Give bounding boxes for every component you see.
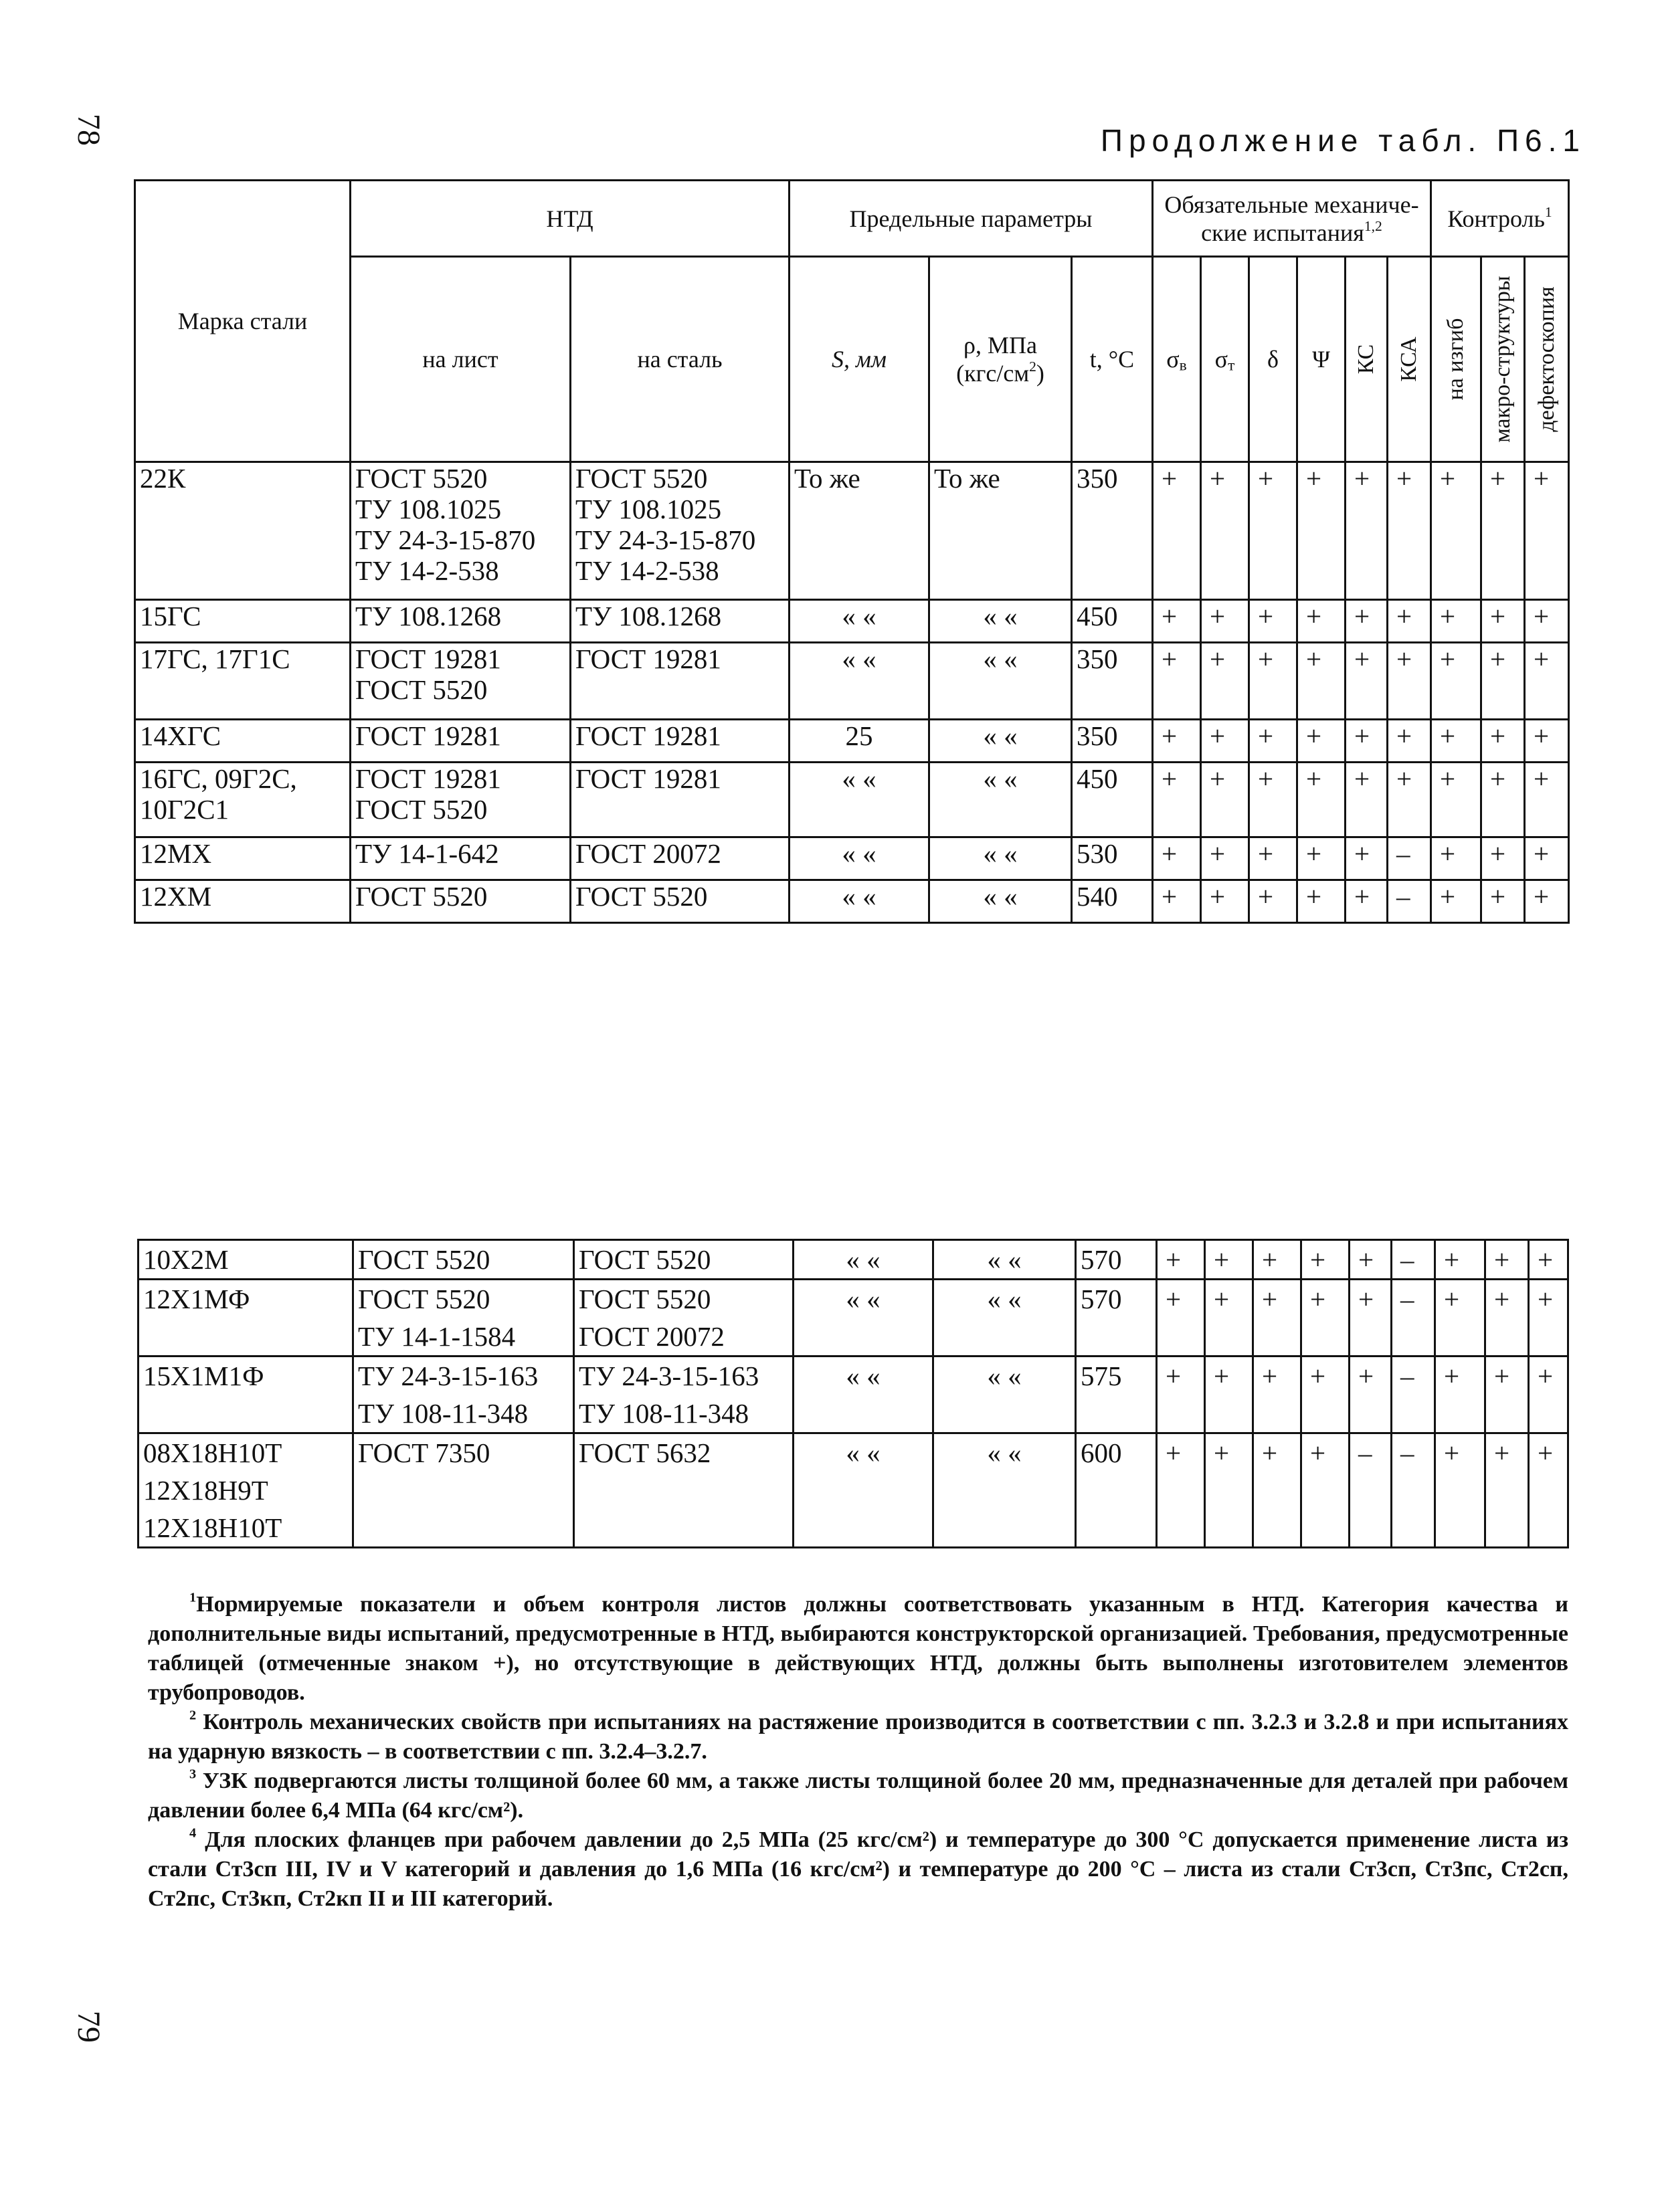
test-mark-cell: + bbox=[1153, 763, 1201, 837]
ntd-sheet-cell-line: ГОСТ 5520 bbox=[355, 881, 488, 912]
ntd-sheet-cell-line: ТУ 14-1-1584 bbox=[358, 1321, 516, 1352]
pressure-cell: « « bbox=[929, 763, 1072, 837]
footnote bbox=[148, 1708, 1568, 1767]
test-mark-cell: + bbox=[1435, 1356, 1485, 1433]
test-mark-cell: + bbox=[1388, 720, 1431, 763]
steel-grade-cell bbox=[135, 720, 351, 763]
steel-grade-cell-line: 10Г2С1 bbox=[140, 794, 229, 825]
ntd-sheet-cell-line: ТУ 108.1268 bbox=[355, 601, 502, 631]
table-row bbox=[139, 1240, 1568, 1280]
test-mark-cell: + bbox=[1346, 837, 1388, 880]
table-row bbox=[135, 880, 1569, 923]
steel-grade-cell-line: 12Х18Н9Т bbox=[143, 1475, 268, 1506]
test-mark-cell: + bbox=[1346, 600, 1388, 643]
ntd-steel-cell bbox=[571, 880, 790, 923]
ntd-sheet-cell bbox=[353, 1356, 574, 1433]
test-mark-cell: + bbox=[1297, 600, 1346, 643]
steel-grade-cell bbox=[139, 1240, 353, 1280]
test-mark-cell: + bbox=[1153, 720, 1201, 763]
pressure-cell: « « bbox=[933, 1280, 1076, 1356]
steel-grade-cell-line: 12Х18Н10Т bbox=[143, 1512, 282, 1543]
test-mark-cell: + bbox=[1388, 462, 1431, 600]
footnote bbox=[148, 1590, 1568, 1708]
header-mark: Марка стали bbox=[135, 181, 351, 462]
test-mark-cell: + bbox=[1431, 880, 1481, 923]
footnote-number: 4 bbox=[189, 1825, 197, 1841]
test-mark-cell: – bbox=[1392, 1433, 1435, 1548]
page-number-top: 78 bbox=[71, 114, 106, 146]
footnote-number: 2 bbox=[189, 1708, 197, 1723]
test-mark-cell: + bbox=[1253, 1240, 1301, 1280]
ntd-sheet-cell bbox=[351, 643, 571, 720]
header-defect: дефектоскопия bbox=[1525, 257, 1569, 462]
temperature-cell: 600 bbox=[1076, 1433, 1157, 1548]
test-mark-cell: + bbox=[1525, 600, 1569, 643]
thickness-cell: « « bbox=[794, 1433, 933, 1548]
footnote-text: Для плоских фланцев при рабочем давлении до 2,5 МПа (25 кгс/см²) и температуре до 300 °С допускается применение листа из стали Ст3сп III, IV и V категорий и давления до 1,6 МПа (16 кгс/см²) и температуре до 200 °С – листа из стали Ст3сп, Ст3пс, Ст2сп, Ст2пс, Ст3кп, Ст2кп II и III категорий. bbox=[148, 1827, 1568, 1911]
test-mark-cell: + bbox=[1153, 600, 1201, 643]
test-mark-cell: – bbox=[1392, 1280, 1435, 1356]
ntd-steel-cell-line: ТУ 24-3-15-870 bbox=[575, 524, 756, 555]
test-mark-cell: + bbox=[1525, 837, 1569, 880]
ntd-sheet-cell-line: ТУ 108.1025 bbox=[355, 494, 502, 524]
test-mark-cell: + bbox=[1525, 720, 1569, 763]
test-mark-cell: + bbox=[1525, 880, 1569, 923]
temperature-cell: 350 bbox=[1072, 720, 1153, 763]
pressure-cell: « « bbox=[933, 1356, 1076, 1433]
test-mark-cell: + bbox=[1201, 720, 1249, 763]
ntd-steel-cell bbox=[574, 1433, 794, 1548]
test-mark-cell: – bbox=[1388, 837, 1431, 880]
steel-table-bottom bbox=[137, 1239, 1569, 1548]
ntd-steel-cell-line: ГОСТ 20072 bbox=[575, 838, 721, 869]
test-mark-cell: + bbox=[1346, 763, 1388, 837]
temperature-cell: 450 bbox=[1072, 600, 1153, 643]
test-mark-cell: + bbox=[1529, 1240, 1568, 1280]
test-mark-cell: – bbox=[1388, 880, 1431, 923]
pressure-cell: « « bbox=[929, 720, 1072, 763]
test-mark-cell: – bbox=[1350, 1433, 1392, 1548]
test-mark-cell: + bbox=[1201, 880, 1249, 923]
steel-grade-cell bbox=[135, 763, 351, 837]
test-mark-cell: + bbox=[1157, 1280, 1205, 1356]
test-mark-cell: + bbox=[1525, 643, 1569, 720]
test-mark-cell: + bbox=[1249, 600, 1297, 643]
footnote bbox=[148, 1825, 1568, 1914]
test-mark-cell: + bbox=[1205, 1356, 1253, 1433]
ntd-sheet-cell bbox=[353, 1433, 574, 1548]
header-control: Контроль$^1$ bbox=[1431, 181, 1569, 257]
test-mark-cell: + bbox=[1253, 1433, 1301, 1548]
pressure-cell: « « bbox=[929, 643, 1072, 720]
test-mark-cell: – bbox=[1392, 1356, 1435, 1433]
test-mark-cell: + bbox=[1431, 837, 1481, 880]
test-mark-cell: + bbox=[1350, 1280, 1392, 1356]
steel-grade-cell-line: 15ГС bbox=[140, 601, 201, 631]
temperature-cell: 450 bbox=[1072, 763, 1153, 837]
table-row bbox=[135, 720, 1569, 763]
steel-table-top bbox=[134, 179, 1570, 924]
test-mark-cell: + bbox=[1388, 643, 1431, 720]
header-macro: макро-структуры bbox=[1481, 257, 1525, 462]
ntd-steel-cell-line: ТУ 24-3-15-163 bbox=[579, 1361, 759, 1391]
test-mark-cell: + bbox=[1153, 837, 1201, 880]
test-mark-cell: + bbox=[1157, 1356, 1205, 1433]
ntd-steel-cell-line: ТУ 108.1268 bbox=[575, 601, 722, 631]
test-mark-cell: + bbox=[1529, 1356, 1568, 1433]
test-mark-cell: + bbox=[1481, 837, 1525, 880]
thickness-cell: 25 bbox=[790, 720, 929, 763]
ntd-steel-cell-line: ГОСТ 19281 bbox=[575, 643, 721, 674]
page-number-bottom: 79 bbox=[71, 2011, 106, 2043]
test-mark-cell: + bbox=[1481, 763, 1525, 837]
footnote-number: 1 bbox=[189, 1590, 197, 1605]
header-delta: δ bbox=[1249, 257, 1297, 462]
ntd-sheet-cell-line: ТУ 14-1-642 bbox=[355, 838, 499, 869]
steel-grade-cell bbox=[139, 1280, 353, 1356]
header-on-sheet: на лист bbox=[351, 257, 571, 462]
test-mark-cell: + bbox=[1301, 1433, 1350, 1548]
ntd-sheet-cell-line: ТУ 14-2-538 bbox=[355, 555, 499, 586]
test-mark-cell: + bbox=[1435, 1280, 1485, 1356]
test-mark-cell: + bbox=[1485, 1433, 1529, 1548]
test-mark-cell: + bbox=[1205, 1433, 1253, 1548]
ntd-steel-cell bbox=[571, 643, 790, 720]
steel-grade-cell bbox=[135, 837, 351, 880]
test-mark-cell: + bbox=[1249, 462, 1297, 600]
header-on-steel: на сталь bbox=[571, 257, 790, 462]
ntd-steel-cell bbox=[574, 1280, 794, 1356]
test-mark-cell: + bbox=[1297, 643, 1346, 720]
ntd-sheet-cell-line: ТУ 24-3-15-163 bbox=[358, 1361, 539, 1391]
table-continuation-heading: Продолжение табл. П6.1 bbox=[1100, 123, 1586, 158]
steel-grade-cell-line: 12Х1МФ bbox=[143, 1284, 250, 1314]
header-mech-tests: Обязательные механиче-ские испытания$^{1,2}$ bbox=[1153, 181, 1431, 257]
table-row bbox=[135, 462, 1569, 600]
test-mark-cell: + bbox=[1253, 1280, 1301, 1356]
test-mark-cell: + bbox=[1157, 1240, 1205, 1280]
test-mark-cell: + bbox=[1431, 643, 1481, 720]
test-mark-cell: + bbox=[1435, 1433, 1485, 1548]
ntd-steel-cell bbox=[571, 600, 790, 643]
steel-grade-cell bbox=[135, 462, 351, 600]
ntd-sheet-cell bbox=[351, 763, 571, 837]
thickness-cell: « « bbox=[790, 837, 929, 880]
thickness-cell: « « bbox=[790, 763, 929, 837]
test-mark-cell: + bbox=[1481, 720, 1525, 763]
test-mark-cell: + bbox=[1485, 1240, 1529, 1280]
test-mark-cell: + bbox=[1481, 643, 1525, 720]
test-mark-cell: – bbox=[1392, 1240, 1435, 1280]
footnote-text: Контроль механических свойств при испытаниях на растяжение производится в соответствии с пп. 3.2.3 и 3.2.8 и при испытаниях на ударную вязкость – в соответствии с пп. 3.2.4–3.2.7. bbox=[148, 1710, 1568, 1764]
test-mark-cell: + bbox=[1249, 837, 1297, 880]
ntd-steel-cell-line: ГОСТ 5520 bbox=[579, 1284, 711, 1314]
ntd-sheet-cell bbox=[351, 837, 571, 880]
test-mark-cell: + bbox=[1481, 880, 1525, 923]
thickness-cell: « « bbox=[790, 600, 929, 643]
test-mark-cell: + bbox=[1297, 763, 1346, 837]
ntd-sheet-cell bbox=[353, 1240, 574, 1280]
ntd-steel-cell bbox=[571, 720, 790, 763]
steel-grade-cell bbox=[139, 1356, 353, 1433]
pressure-cell: « « bbox=[929, 837, 1072, 880]
ntd-sheet-cell-line: ГОСТ 5520 bbox=[358, 1284, 490, 1314]
ntd-sheet-cell-line: ГОСТ 5520 bbox=[355, 674, 488, 705]
test-mark-cell: + bbox=[1485, 1356, 1529, 1433]
test-mark-cell: + bbox=[1431, 763, 1481, 837]
temperature-cell: 350 bbox=[1072, 643, 1153, 720]
pressure-cell: « « bbox=[933, 1240, 1076, 1280]
test-mark-cell: + bbox=[1301, 1280, 1350, 1356]
test-mark-cell: + bbox=[1529, 1433, 1568, 1548]
table-row bbox=[135, 763, 1569, 837]
ntd-sheet-cell-line: ГОСТ 19281 bbox=[355, 643, 501, 674]
footnote bbox=[148, 1767, 1568, 1825]
test-mark-cell: + bbox=[1350, 1240, 1392, 1280]
ntd-steel-cell-line: ГОСТ 5520 bbox=[579, 1244, 711, 1275]
test-mark-cell: + bbox=[1388, 600, 1431, 643]
test-mark-cell: + bbox=[1431, 462, 1481, 600]
header-temperature: t, °С bbox=[1072, 257, 1153, 462]
test-mark-cell: + bbox=[1346, 462, 1388, 600]
test-mark-cell: + bbox=[1301, 1356, 1350, 1433]
ntd-steel-cell-line: ТУ 14-2-538 bbox=[575, 555, 719, 586]
thickness-cell: « « bbox=[794, 1240, 933, 1280]
steel-grade-cell bbox=[135, 600, 351, 643]
test-mark-cell: + bbox=[1525, 462, 1569, 600]
footnote-number: 3 bbox=[189, 1767, 197, 1782]
table-row bbox=[135, 837, 1569, 880]
ntd-sheet-cell-line: ГОСТ 7350 bbox=[358, 1437, 490, 1468]
temperature-cell: 540 bbox=[1072, 880, 1153, 923]
steel-grade-cell-line: 15Х1М1Ф bbox=[143, 1361, 264, 1391]
test-mark-cell: + bbox=[1153, 880, 1201, 923]
steel-grade-cell-line: 16ГС, 09Г2С, bbox=[140, 763, 297, 794]
thickness-cell: « « bbox=[790, 643, 929, 720]
table-row bbox=[139, 1280, 1568, 1356]
test-mark-cell: + bbox=[1205, 1280, 1253, 1356]
header-pressure: ρ, МПа $(кгс/см^2)$ bbox=[929, 257, 1072, 462]
ntd-sheet-cell-line: ГОСТ 19281 bbox=[355, 763, 501, 794]
test-mark-cell: + bbox=[1253, 1356, 1301, 1433]
ntd-sheet-cell-line: ГОСТ 19281 bbox=[355, 720, 501, 751]
test-mark-cell: + bbox=[1346, 643, 1388, 720]
header-sigma-t: $\sigma_т$ bbox=[1201, 257, 1249, 462]
ntd-steel-cell-line: ТУ 108-11-348 bbox=[579, 1398, 749, 1429]
test-mark-cell: + bbox=[1249, 763, 1297, 837]
steel-grade-cell-line: 22К bbox=[140, 463, 186, 494]
thickness-cell: « « bbox=[794, 1280, 933, 1356]
test-mark-cell: + bbox=[1201, 763, 1249, 837]
test-mark-cell: + bbox=[1301, 1240, 1350, 1280]
ntd-steel-cell-line: ГОСТ 5520 bbox=[575, 881, 708, 912]
ntd-steel-cell bbox=[574, 1240, 794, 1280]
steel-grade-cell bbox=[139, 1433, 353, 1548]
footnotes bbox=[148, 1590, 1568, 1914]
test-mark-cell: + bbox=[1157, 1433, 1205, 1548]
steel-grade-cell bbox=[135, 643, 351, 720]
pressure-cell: « « bbox=[929, 600, 1072, 643]
test-mark-cell: + bbox=[1201, 837, 1249, 880]
ntd-steel-cell-line: ГОСТ 5520 bbox=[575, 463, 708, 494]
table-row bbox=[135, 643, 1569, 720]
test-mark-cell: + bbox=[1201, 643, 1249, 720]
steel-grade-cell bbox=[135, 880, 351, 923]
temperature-cell: 570 bbox=[1076, 1240, 1157, 1280]
test-mark-cell: + bbox=[1297, 880, 1346, 923]
test-mark-cell: + bbox=[1205, 1240, 1253, 1280]
steel-grade-cell-line: 10Х2М bbox=[143, 1244, 229, 1275]
test-mark-cell: + bbox=[1388, 763, 1431, 837]
test-mark-cell: + bbox=[1297, 837, 1346, 880]
ntd-sheet-cell bbox=[351, 600, 571, 643]
table-bottom-body bbox=[139, 1240, 1568, 1548]
test-mark-cell: + bbox=[1346, 720, 1388, 763]
header-sigma-v: $\sigma_в$ bbox=[1153, 257, 1201, 462]
test-mark-cell: + bbox=[1481, 462, 1525, 600]
test-mark-cell: + bbox=[1485, 1280, 1529, 1356]
test-mark-cell: + bbox=[1525, 763, 1569, 837]
ntd-sheet-cell bbox=[351, 720, 571, 763]
ntd-steel-cell bbox=[571, 462, 790, 600]
ntd-sheet-cell bbox=[353, 1280, 574, 1356]
header-psi: Ψ bbox=[1297, 257, 1346, 462]
test-mark-cell: + bbox=[1435, 1240, 1485, 1280]
ntd-steel-cell-line: ТУ 108.1025 bbox=[575, 494, 722, 524]
test-mark-cell: + bbox=[1201, 600, 1249, 643]
pressure-cell: « « bbox=[933, 1433, 1076, 1548]
temperature-cell: 570 bbox=[1076, 1280, 1157, 1356]
thickness-cell: « « bbox=[794, 1356, 933, 1433]
temperature-cell: 350 bbox=[1072, 462, 1153, 600]
ntd-sheet-cell-line: ГОСТ 5520 bbox=[355, 463, 488, 494]
test-mark-cell: + bbox=[1297, 720, 1346, 763]
ntd-sheet-cell-line: ГОСТ 5520 bbox=[358, 1244, 490, 1275]
header-kc: КС bbox=[1346, 257, 1388, 462]
ntd-steel-cell-line: ГОСТ 19281 bbox=[575, 763, 721, 794]
test-mark-cell: + bbox=[1153, 643, 1201, 720]
ntd-steel-cell-line: ГОСТ 5632 bbox=[579, 1437, 711, 1468]
test-mark-cell: + bbox=[1529, 1280, 1568, 1356]
ntd-sheet-cell-line: ТУ 24-3-15-870 bbox=[355, 524, 536, 555]
header-limits: Предельные параметры bbox=[790, 181, 1153, 257]
header-bend: на изгиб bbox=[1431, 257, 1481, 462]
ntd-steel-cell-line: ГОСТ 19281 bbox=[575, 720, 721, 751]
table-top-body bbox=[135, 462, 1569, 923]
test-mark-cell: + bbox=[1249, 720, 1297, 763]
ntd-sheet-cell bbox=[351, 880, 571, 923]
table-row bbox=[135, 600, 1569, 643]
test-mark-cell: + bbox=[1350, 1356, 1392, 1433]
footnote-text: УЗК подвергаются листы толщиной более 60 мм, а также листы толщиной более 20 мм, предназначенные для деталей при рабочем давлении более 6,4 МПа (64 кгс/см²). bbox=[148, 1769, 1568, 1823]
ntd-steel-cell bbox=[571, 763, 790, 837]
ntd-steel-cell-line: ГОСТ 20072 bbox=[579, 1321, 725, 1352]
ntd-steel-cell bbox=[571, 837, 790, 880]
test-mark-cell: + bbox=[1297, 462, 1346, 600]
test-mark-cell: + bbox=[1201, 462, 1249, 600]
ntd-sheet-cell bbox=[351, 462, 571, 600]
temperature-cell: 575 bbox=[1076, 1356, 1157, 1433]
test-mark-cell: + bbox=[1346, 880, 1388, 923]
steel-grade-cell-line: 08Х18Н10Т bbox=[143, 1437, 282, 1468]
ntd-sheet-cell-line: ГОСТ 5520 bbox=[355, 794, 488, 825]
ntd-steel-cell bbox=[574, 1356, 794, 1433]
test-mark-cell: + bbox=[1249, 880, 1297, 923]
steel-grade-cell-line: 17ГС, 17Г1С bbox=[140, 643, 290, 674]
footnote-text: Нормируемые показатели и объем контроля листов должны соответствовать указанным в НТД. Категория качества и дополнительные виды испытаний, предусмотренные в НТД, выбираются конструкторской организацией. Требования, предусмотренные таблицей (отмеченные знаком +), но отсутствующие в действующих НТД, должны быть выполнены изготовителем элементов трубопроводов. bbox=[148, 1592, 1568, 1705]
header-thickness: S, мм bbox=[790, 257, 929, 462]
thickness-cell: « « bbox=[790, 880, 929, 923]
pressure-cell: « « bbox=[929, 880, 1072, 923]
table-row bbox=[139, 1356, 1568, 1433]
temperature-cell: 530 bbox=[1072, 837, 1153, 880]
test-mark-cell: + bbox=[1249, 643, 1297, 720]
steel-grade-cell-line: 12МХ bbox=[140, 838, 212, 869]
header-ntd: НТД bbox=[351, 181, 790, 257]
pressure-cell: То же bbox=[929, 462, 1072, 600]
header-kca: КСА bbox=[1388, 257, 1431, 462]
steel-grade-cell-line: 12ХМ bbox=[140, 881, 212, 912]
test-mark-cell: + bbox=[1431, 600, 1481, 643]
test-mark-cell: + bbox=[1431, 720, 1481, 763]
thickness-cell: То же bbox=[790, 462, 929, 600]
ntd-sheet-cell-line: ТУ 108-11-348 bbox=[358, 1398, 529, 1429]
test-mark-cell: + bbox=[1481, 600, 1525, 643]
table-row bbox=[139, 1433, 1568, 1548]
test-mark-cell: + bbox=[1153, 462, 1201, 600]
steel-grade-cell-line: 14ХГС bbox=[140, 720, 221, 751]
